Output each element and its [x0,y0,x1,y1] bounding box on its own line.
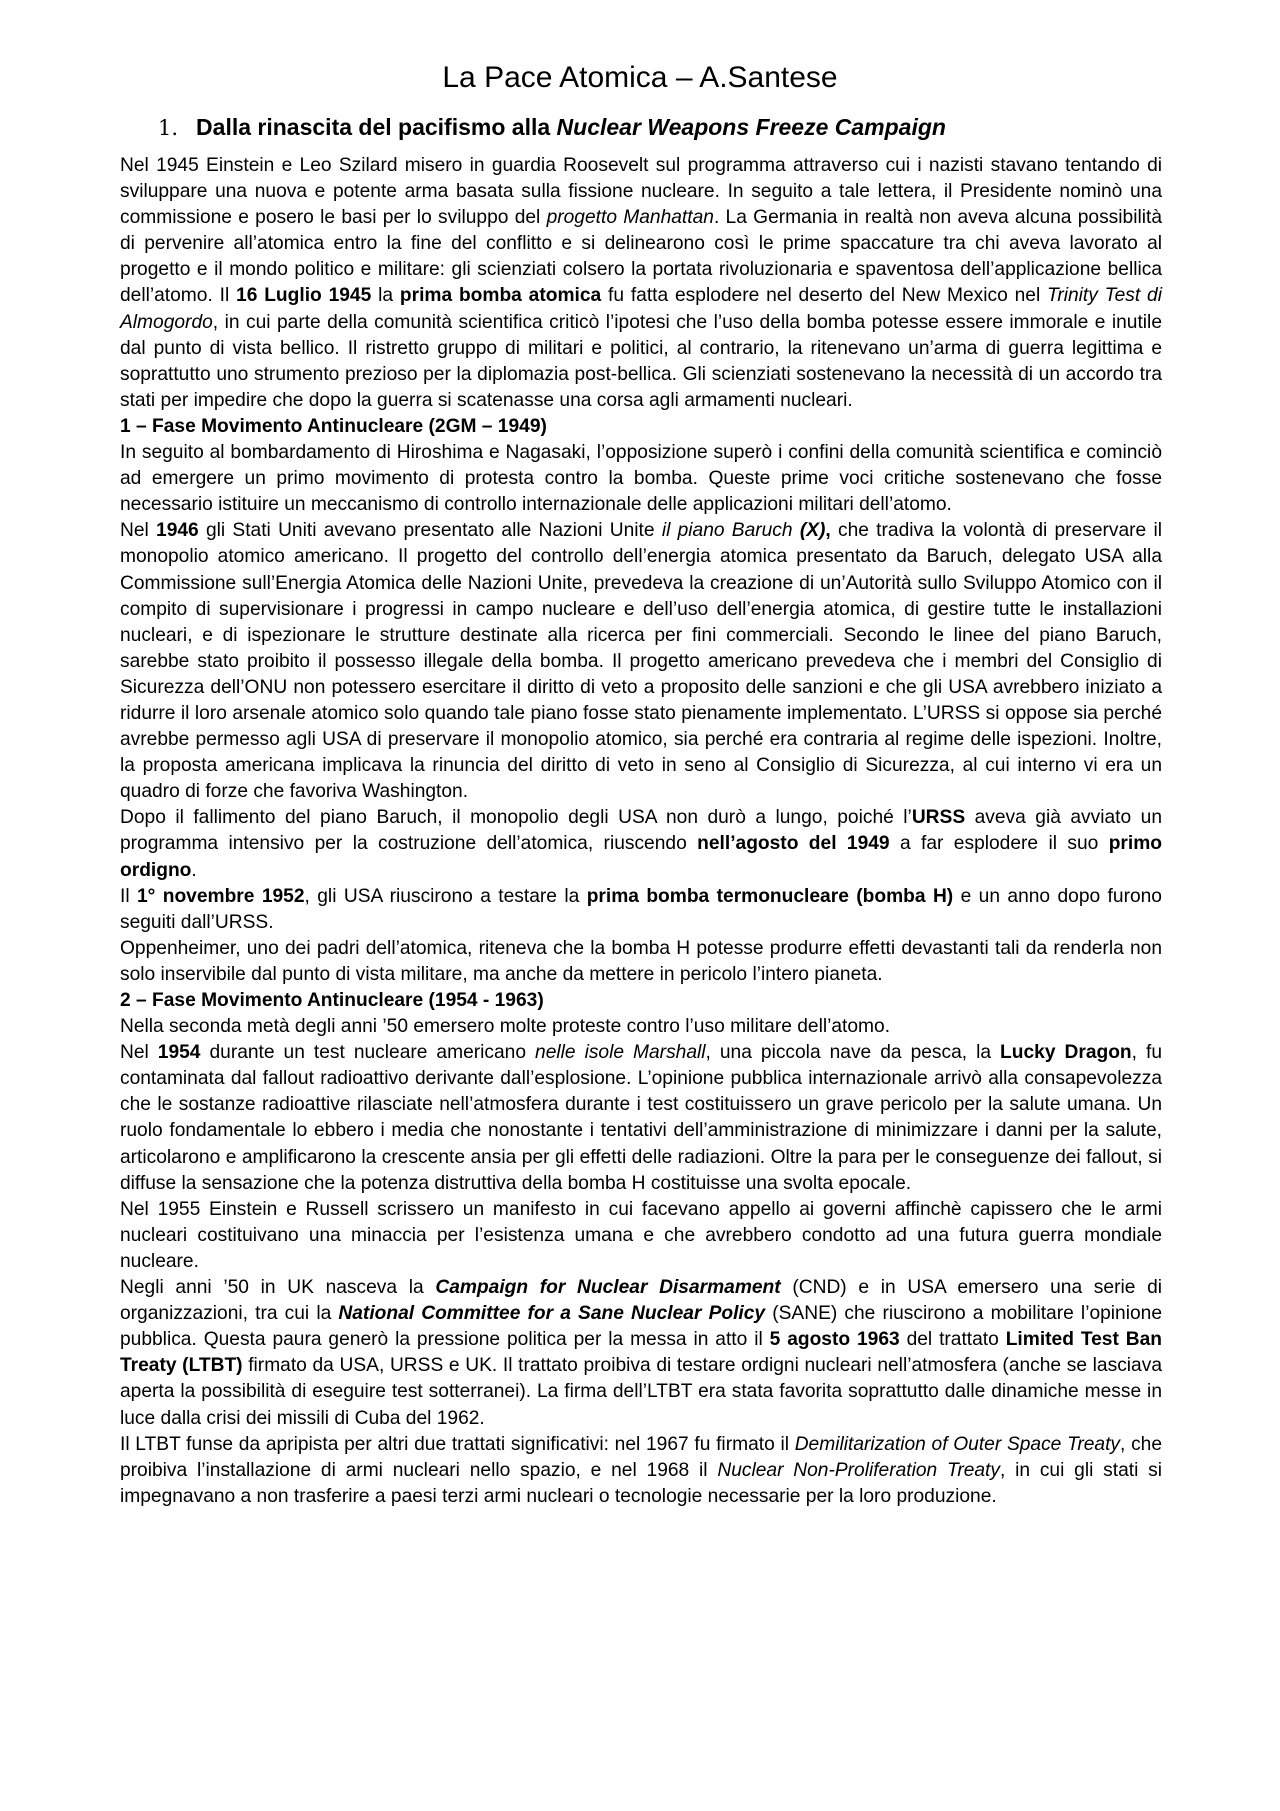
italic-run: Demilitarization of Outer Space Treaty [794,1433,1121,1455]
text-run: aveva già avviato un programma intensivo per la costruzione dell’atomica, riuscendo [120,807,1162,855]
section-heading-text: Dalla rinascita del pacifismo alla [196,114,557,140]
text-run: . La Germania in realtà non aveva alcuna possibilità di pervenire all’atomica entro la fine del conflitto e si delinearono così le prime spaccature tra chi aveva lavorato al progetto e il mondo politico e militare: gli scienziati colsero la portata rivoluzionaria e spaventosa dell’applicazione bellica dell’atomo. Il [120,207,1162,307]
subheading-phase-2: 2 – Fase Movimento Antinucleare (1954 - 1963) [120,990,544,1011]
paragraph-manhattan [120,153,1162,414]
italic-run: progetto Manhattan [546,207,714,229]
text-run: firmato da USA, URSS e UK. Il trattato proibiva di testare ordigni nucleari nell’atmosfera (anche se lasciava aperta la possibilità di eseguire test sotterranei). La firma dell’LTBT era stata favorita soprattutto dalle dinamiche messe in luce dalla crisi dei missili di Cuba del 1962. [120,1355,1162,1429]
text-run: Nel [120,1042,158,1064]
paragraph-ltbt [120,1275,1162,1432]
text-run: , una piccola nave da pesca, la [705,1042,1001,1064]
text-run: a far esplodere il suo [889,833,1109,855]
bold-run: 5 agosto 1963 [769,1329,900,1351]
italic-run: nelle isole Marshall [535,1042,706,1064]
text-run: (SANE) che riuscirono a mobilitare l’opinione pubblica. Questa paura generò la pressione politica per la messa in atto il [120,1303,1163,1351]
text-run: gli Stati Uniti avevano presentato alle Nazioni Unite [198,520,662,542]
bold-italic-run: National Committee for a Sane Nuclear Policy [338,1303,766,1325]
bold-run: URSS [911,807,966,829]
section-heading [158,112,1158,143]
paragraph-hiroshima: In seguito al bombardamento di Hiroshima e Nagasaki, l’opposizione superò i confini della comunità scientifica e cominciò ad emergere un primo movimento di protesta contro la bomba. Queste prime voci critiche sostenevano che fosse necessario istituire un meccanismo di controllo internazionale delle applicazioni militari dell’atomo. [120,442,1162,516]
text-run: e un anno dopo furono seguiti dall’URSS. [120,885,1162,933]
text-run: Nel [120,520,157,542]
bold-run: Lucky Dragon [1000,1042,1132,1064]
paragraph-bomba-h [120,884,1162,936]
paragraph-oppenheimer: Oppenheimer, uno dei padri dell’atomica, riteneva che la bomba H potesse produrre effetti devastanti tali da renderla non solo inservibile dal punto di vista militare, ma anche da mettere in pericolo l’intero pianeta. [120,937,1162,985]
text-run: del trattato [899,1329,1006,1351]
italic-run: Trinity Test di Almogordo [120,285,1162,333]
bold-run: 1954 [157,1042,201,1064]
section-heading-italic: Nuclear Weapons Freeze Campaign [556,114,946,140]
paragraph-baruch [120,518,1162,805]
text-run: , in cui parte della comunità scientifica criticò l’ipotesi che l’uso della bomba potesse essere immorale e inutile dal punto di vista bellico. Il ristretto gruppo di militari e politici, al contrario, la ritenevano un’arma di guerra legittima e soprattutto uno strumento prezioso per la diplomazia post-bellica. Gli scienziati sostenevano la necessità di un accordo tra stati per impedire che dopo la guerra si scatenasse una corsa agli armamenti nucleari. [120,311,1162,411]
text-run: fu fatta esplodere nel deserto del New Mexico nel [601,285,1048,307]
bold-run: nell’agosto del 1949 [697,833,890,855]
document-title: La Pace Atomica – A.Santese [442,61,838,94]
document-body [120,153,1162,1510]
section-number: 1. [158,116,179,140]
paragraph-trattati [120,1432,1162,1510]
text-run: durante un test nucleare americano [200,1042,536,1064]
bold-italic-run: (X) [799,520,826,542]
text-run: , fu contaminata dal fallout radioattivo derivante dall’esplosione. L’opinione pubblica internazionale arrivò alla consapevolezza che le sostanze radioattive rilasciate nell’atmosfera durante i test costituissero un grave pericolo per la salute umana. Un ruolo fondamentale lo ebbero i media che nonostante i tentativi dell’amministrazione di minimizzare i danni per la salute, articolarono e amplificarono la crescente ansia per gli effetti delle radiazioni. Oltre la para per le conseguenze dei fallout, si diffuse la sensazione che la potenza distruttiva della bomba H costituisse una svolta epocale. [120,1042,1163,1194]
paragraph-lucky-dragon [120,1040,1162,1197]
text-run: Il [120,885,137,907]
text-run: Il LTBT funse da apripista per altri due trattati significativi: nel 1967 fu firmato il [120,1433,795,1455]
bold-run: prima bomba termonucleare (bomba H) [586,885,954,907]
bold-run: primo ordigno [120,833,1162,881]
bold-run: 1° novembre 1952 [137,885,305,907]
paragraph-proteste: Nella seconda metà degli anni ’50 emersero molte proteste contro l’uso militare dell’atomo. [120,1016,891,1038]
text-run: , che proibiva l’installazione di armi nucleari nello spazio, e nel 1968 il [120,1433,1163,1481]
italic-run: Nuclear Non-Proliferation Treaty [717,1459,1000,1481]
text-run: Nel 1945 Einstein e Leo Szilard misero in guardia Roosevelt sul programma attraverso cui i nazisti stavano tentando di sviluppare una nuova e potente arma basata sulla fissione nucleare. In seguito a tale lettera, il Presidente nominò una commissione e posero le basi per lo sviluppo del [120,155,1162,229]
bold-run: prima bomba atomica [399,285,602,307]
text-run [793,520,800,541]
text-run: , in cui gli stati si impegnavano a non trasferire a paesi terzi armi nucleari o tecnologie necessarie per la loro produzione. [120,1459,1163,1507]
paragraph-manifesto: Nel 1955 Einstein e Russell scrissero un manifesto in cui facevano appello ai governi affinchè capissero che le armi nucleari costituivano una minaccia per l’esistenza umana e che avrebbero condotto ad una futura guerra mondiale nucleare. [120,1198,1162,1272]
bold-run: Limited Test Ban Treaty (LTBT) [120,1329,1162,1377]
text-run: la [371,285,400,307]
bold-run: 16 Luglio 1945 [236,285,372,307]
text-run: che tradiva la volontà di preservare il monopolio atomico americano. Il progetto del controllo dell’energia atomica presentato da Baruch, delegato USA alla Commissione sull’Energia Atomica delle Nazioni Unite, prevedeva la creazione di un’Autorità sullo Sviluppo Atomico con il compito di supervisionare i progressi in campo nucleare e dell’uso dell’energia atomica, di gestire tutte le installazioni nucleari, e di ispezionare le strutture destinate alla ricerca per fini commerciali. Secondo le linee del piano Baruch, sarebbe stato proibito il possesso illegale della bomba. Il progetto americano prevedeva che i membri del Consiglio di Sicurezza dell’ONU non potessero esercitare il diritto di veto a proposito delle sanzioni e che gli USA avrebbero iniziato a ridurre il loro arsenale atomico solo quando tale piano fosse stato pienamente implementato. L’URSS si oppose sia perché avrebbe permesso agli USA di preservare il monopolio atomico, sia perché era contraria al regime delle ispezioni. Inoltre, la proposta americana implicava la rinuncia del diritto di veto in seno al Consiglio di Sicurezza, al cui interno vi era un quadro di forze che favoriva Washington. [120,520,1162,803]
bold-run: , [825,520,831,542]
paragraph-urss [120,805,1162,883]
text-run: , gli USA riuscirono a testare la [304,885,587,907]
bold-run: 1946 [156,520,199,542]
text-run: Negli anni ’50 in UK nasceva la [120,1277,436,1299]
bold-italic-run: Campaign for Nuclear Disarmament [435,1277,781,1299]
text-run: . [191,859,197,881]
text-run: Dopo il fallimento del piano Baruch, il monopolio degli USA non durò a lungo, poiché l’ [120,807,912,829]
subheading-phase-1: 1 – Fase Movimento Antinucleare (2GM – 1949) [120,415,547,437]
text-run: (CND) e in USA emersero una serie di organizzazioni, tra cui la [120,1277,1163,1325]
italic-run: il piano Baruch [661,520,793,542]
